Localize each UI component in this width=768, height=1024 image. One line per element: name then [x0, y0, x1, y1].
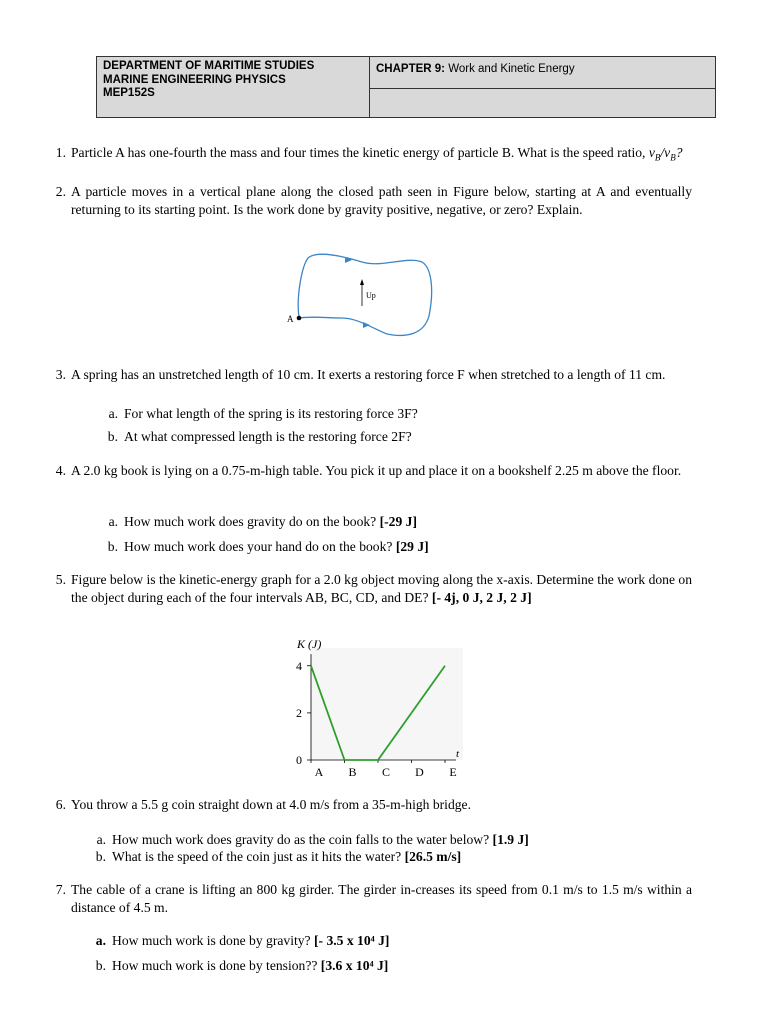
question-6 [44, 796, 692, 814]
answer: [3.6 x 10⁴ J] [320, 958, 389, 973]
question-number: 6. [55, 797, 66, 812]
chapter-label: CHAPTER 9: [376, 63, 446, 75]
subquestion-label: a. [108, 514, 118, 529]
closed-path-figure [282, 246, 442, 352]
header-course-cell [97, 57, 370, 118]
question-text: A 2.0 kg book is lying on a 0.75-m-high table. You pick it up and place it on a bookshelf 2.25 m above the floor. [71, 463, 682, 478]
subquestion-label: b. [95, 958, 106, 973]
subquestion-label: a. [95, 933, 106, 948]
plot-area [311, 648, 463, 760]
answer: [- 3.5 x 10⁴ J] [314, 933, 390, 948]
y-tick-label: 2 [296, 705, 302, 720]
question-text: Particle A has one-fourth the mass and four times the kinetic energy of particle B. What is the [71, 145, 580, 160]
course-code: MEP152S [103, 87, 155, 99]
subquestion-text: What is the speed of the coin just as it hits the water? [112, 849, 402, 864]
question-5 [44, 571, 692, 625]
question-text: A spring has an unstretched length of 10 cm. It exerts a restoring force F when stretched to a length of 11 cm. [71, 367, 666, 382]
question-2 [44, 183, 692, 237]
x-axis-label: t [456, 748, 460, 760]
question-text: You throw a 5.5 g coin straight down at 4.0 m/s from a 35-m-high bridge. [71, 797, 471, 812]
answer: [- 4j, 0 J, 2 J, 2 J] [431, 589, 532, 605]
start-point [297, 316, 302, 321]
answer: [-29 J] [379, 514, 417, 529]
department-name: DEPARTMENT OF MARITIME STUDIES [103, 60, 315, 72]
x-tick-label: C [381, 765, 391, 779]
subquestion-text: How much work is done by gravity? [112, 933, 311, 948]
question-4 [44, 462, 692, 498]
question-7 [44, 881, 692, 917]
up-label: Up [366, 291, 376, 300]
question-text: A particle moves in a vertical plane along the closed path seen in Figure below, starting at A and eventually returning to its starting point. Is the work done by gravity positive, negative, or zero? Explain. [71, 184, 692, 217]
header-empty-cell [370, 89, 716, 118]
question-number: 5. [55, 572, 66, 587]
subquestion-label: b. [107, 429, 118, 444]
question-number: 3. [55, 367, 66, 382]
speed-ratio: $v_B/v_B$? [648, 145, 683, 163]
question-text: The cable of a crane is lifting an 800 kg girder. The girder in-creases its speed from 0.1 m/s to 1.5 m/s within a distance of 4.5 m. [71, 882, 692, 915]
subquestion-text: How much work does your hand do on the book? [124, 539, 393, 554]
y-tick-label: 4 [296, 658, 302, 673]
subquestion-label: a. [96, 832, 106, 847]
question-number: 4. [55, 463, 66, 478]
subquestion-label: b. [107, 539, 118, 554]
y-tick-label: 0 [296, 753, 302, 767]
course-name: MARINE ENGINEERING PHYSICS [103, 73, 286, 86]
question-text-cont: speed ratio, [582, 145, 649, 160]
question-text: Figure below is the kinetic-energy graph for a 2.0 kg object moving along the x-axis. Determine the work done on the object during each of the four intervals AB, BC, CD, and DE? [71, 572, 692, 605]
chapter-title: Work and Kinetic Energy [448, 63, 575, 75]
x-tick-label: B [348, 765, 357, 779]
header-table [96, 56, 716, 118]
subquestion-text: How much work does gravity do on the book? [124, 514, 377, 529]
subquestion-label: a. [108, 406, 118, 421]
x-tick-label: D [415, 765, 424, 779]
subquestion-text: For what length of the spring is its restoring force 3F? [124, 406, 418, 421]
question-number: 2. [55, 184, 66, 199]
header-chapter-cell [370, 57, 716, 89]
y-axis-label: K (J) [297, 637, 322, 651]
question-1 [44, 144, 692, 180]
x-tick-label: E [449, 765, 457, 779]
up-arrow-head [360, 279, 364, 285]
subquestion-text: How much work does gravity do as the coin falls to the water below? [112, 832, 490, 847]
answer: [1.9 J] [492, 832, 529, 847]
kinetic-energy-chart [280, 632, 480, 784]
question-number: 7. [55, 882, 66, 897]
x-tick-label: A [314, 765, 324, 779]
subquestion-text: At what compressed length is the restoring force 2F? [124, 429, 412, 444]
answer: [29 J] [395, 539, 429, 554]
start-label: A [287, 314, 294, 324]
answer: [26.5 m/s] [404, 849, 462, 864]
arrow-bottom [363, 322, 370, 328]
question-number: 1. [55, 145, 66, 160]
subquestion-text: How much work is done by tension?? [112, 958, 318, 973]
question-3 [44, 366, 692, 402]
subquestion-label: b. [95, 849, 106, 864]
